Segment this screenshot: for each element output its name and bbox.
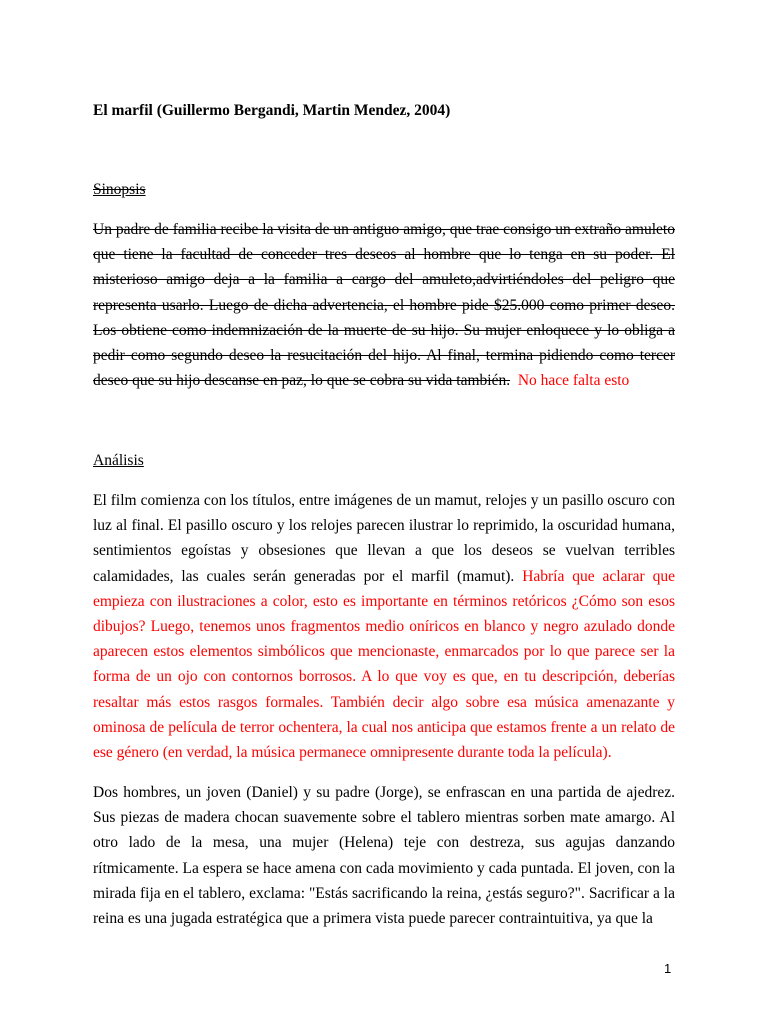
analisis-paragraph-1-comment: Habría que aclarar que empieza con ilustraciones a color, esto es importante en términos retóricos ¿Cómo son esos dibujos? Luego, tenemos unos fragmentos medio oníricos en blanco y negro azulado donde aparecen estos elementos simbólicos que mencionaste, enmarcados por lo que parece ser la forma de un ojo con contornos borrosos. A lo que voy es que, en tu descripción, deberías resaltar más estos rasgos formales. También decir algo sobre esa música amenazante y ominosa de película de terror ochentera, la cual nos anticipa que estamos frente a un relato de ese género (en verdad, la música permanece omnipresente durante toda la película). — [93, 567, 675, 762]
analisis-paragraph-2-text: Dos hombres, un joven (Daniel) y su padre (Jorge), se enfrascan en una partida de ajedrez. Sus piezas de madera chocan suavemente sobre el tablero mientras sorben mate amargo. Al otro lado de la mesa, una mujer (Helena) teje con destreza, sus agujas danzando rítmicamente. La espera se hace amena con cada movimiento y cada puntada. El joven, con la mirada fija en el tablero, exclama: "Estás sacrificando la reina, ¿estás seguro?". Sacrificar a la reina es una jugada estratégica que a primera vista puede parecer contraintuitiva, ya que la — [93, 784, 675, 928]
document-title: El marfil (Guillermo Bergandi, Martin Mendez, 2004) — [93, 102, 451, 119]
sinopsis-heading: Sinopsis — [93, 181, 146, 198]
sinopsis-text: Un padre de familia recibe la visita de un antiguo amigo, que trae consigo un extraño amuleto que tiene la facultad de conceder tres deseos al hombre que lo tenga en su poder. El misterioso amigo deja a la familia a cargo del amuleto,advirtiéndoles del peligro que representa usarlo. Luego de dicha advertencia, el hombre pide $25.000 como primer deseo. Los obtiene como indemnización de la muerte de su hijo. Su mujer enloquece y lo obliga a pedir como segundo deseo la resucitación del hijo. Al final, termina pidiendo como tercer deseo que su hijo descanse en paz, lo que se cobra su vida también. — [93, 221, 675, 390]
sinopsis-comment: No hace falta esto — [517, 372, 630, 390]
analisis-paragraph-2 — [93, 780, 675, 931]
analisis-paragraph-1 — [93, 488, 675, 765]
page-number: 1 — [664, 961, 672, 976]
sinopsis-paragraph — [93, 217, 675, 393]
analisis-heading: Análisis — [93, 452, 144, 469]
analisis-paragraph-1-text: El film comienza con los títulos, entre imágenes de un mamut, relojes y un pasillo oscuro con luz al final. El pasillo oscuro y los relojes parecen ilustrar lo reprimido, la oscuridad humana, sentimientos egoístas y obsesiones que llevan a que los deseos se vuelvan terribles calamidades, las cuales serán generadas por el marfil (mamut). — [93, 492, 675, 585]
